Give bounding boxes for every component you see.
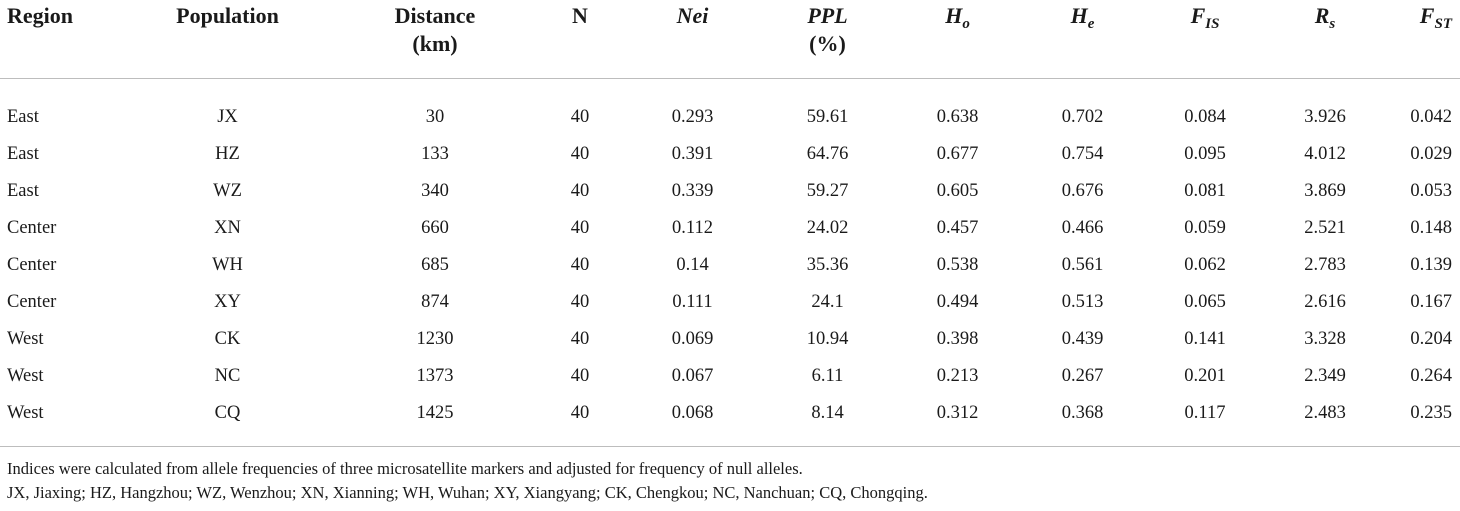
table-row [0, 395, 1460, 432]
cell-n: 40 [570, 366, 590, 386]
cell-ppl: 35.36 [806, 255, 849, 275]
cell-rs: 2.521 [1304, 218, 1346, 238]
cell-fis: 0.141 [1184, 329, 1226, 349]
cell-fis: 0.065 [1184, 292, 1226, 312]
header-n: N [572, 3, 588, 28]
cell-population: WZ [213, 181, 242, 201]
table-row [0, 358, 1460, 395]
cell-nei: 0.391 [671, 144, 714, 164]
cell-ppl: 10.94 [806, 329, 849, 349]
cell-he: 0.513 [1061, 292, 1104, 312]
cell-ppl: 59.61 [806, 107, 849, 127]
cell-ho: 0.638 [936, 107, 979, 127]
cell-ppl: 6.11 [811, 366, 844, 386]
cell-fis: 0.201 [1184, 366, 1226, 386]
table-body [0, 79, 1460, 447]
cell-nei: 0.068 [671, 403, 714, 423]
cell-region: Center [7, 255, 57, 275]
cell-ho: 0.538 [936, 255, 979, 275]
cell-ho: 0.457 [936, 218, 979, 238]
cell-nei: 0.14 [676, 255, 709, 275]
cell-fst: 0.204 [1410, 329, 1452, 349]
table-row [0, 136, 1460, 173]
cell-fis: 0.081 [1184, 181, 1226, 201]
cell-region: East [7, 107, 39, 127]
table-row [0, 99, 1460, 136]
cell-n: 40 [570, 144, 590, 164]
header-he: $H_e$ [1070, 3, 1095, 32]
cell-rs: 3.869 [1304, 181, 1346, 201]
cell-he: 0.676 [1061, 181, 1104, 201]
cell-fst: 0.235 [1410, 403, 1452, 423]
cell-fst: 0.264 [1410, 366, 1452, 386]
cell-nei: 0.069 [671, 329, 714, 349]
cell-nei: 0.111 [672, 292, 713, 312]
cell-ho: 0.494 [936, 292, 979, 312]
cell-population: CK [214, 329, 241, 349]
cell-population: JX [217, 107, 238, 127]
cell-distance: 30 [425, 107, 445, 127]
cell-rs: 2.483 [1304, 403, 1346, 423]
cell-region: West [7, 329, 44, 349]
table-row [0, 321, 1460, 358]
table-row [0, 247, 1460, 284]
table-row [0, 210, 1460, 247]
table-row [0, 284, 1460, 321]
cell-he: 0.466 [1061, 218, 1104, 238]
spacer-row [0, 79, 1460, 100]
cell-n: 40 [570, 218, 590, 238]
cell-region: Center [7, 292, 57, 312]
cell-he: 0.368 [1061, 403, 1104, 423]
header-row [0, 0, 1460, 79]
cell-population: XN [214, 218, 241, 238]
cell-ppl: 59.27 [806, 181, 849, 201]
cell-fis: 0.117 [1184, 403, 1226, 423]
footnote: Indices were calculated from allele frequencies of three microsatellite markers and adjusted for frequency of null alleles. [7, 459, 803, 478]
table-row [0, 173, 1460, 210]
cell-ppl: 24.02 [806, 218, 849, 238]
cell-region: West [7, 366, 44, 386]
cell-he: 0.267 [1061, 366, 1104, 386]
cell-ho: 0.605 [936, 181, 979, 201]
header-nei: Nei [676, 3, 709, 28]
cell-population: HZ [215, 144, 240, 164]
cell-population: NC [214, 366, 241, 386]
cell-n: 40 [570, 329, 590, 349]
cell-distance: 660 [421, 218, 449, 238]
cell-nei: 0.339 [671, 181, 714, 201]
cell-distance: 874 [421, 292, 449, 312]
cell-ho: 0.213 [936, 366, 979, 386]
cell-distance: 340 [421, 181, 449, 201]
cell-rs: 2.783 [1304, 255, 1346, 275]
cell-ppl: 8.14 [811, 403, 844, 423]
cell-rs: 2.349 [1304, 366, 1346, 386]
cell-distance: 1230 [416, 329, 454, 349]
cell-fis: 0.059 [1184, 218, 1226, 238]
cell-rs: 3.926 [1304, 107, 1346, 127]
cell-n: 40 [570, 403, 590, 423]
cell-population: XY [214, 292, 241, 312]
table-footnotes [0, 447, 1460, 505]
cell-fst: 0.042 [1410, 107, 1452, 127]
cell-rs: 2.616 [1304, 292, 1346, 312]
cell-he: 0.439 [1061, 329, 1104, 349]
cell-n: 40 [570, 292, 590, 312]
cell-fst: 0.053 [1410, 181, 1452, 201]
cell-fis: 0.084 [1184, 107, 1226, 127]
cell-fis: 0.095 [1184, 144, 1226, 164]
header-region: Region [7, 3, 73, 28]
cell-ppl: 64.76 [806, 144, 849, 164]
cell-region: Center [7, 218, 57, 238]
cell-population: WH [212, 255, 243, 275]
cell-he: 0.754 [1061, 144, 1104, 164]
header-ho: $H_o$ [945, 3, 970, 32]
header-fis: $F_{IS}$ [1190, 3, 1220, 32]
cell-distance: 685 [421, 255, 449, 275]
cell-fst: 0.167 [1410, 292, 1452, 312]
cell-region: West [7, 403, 44, 423]
cell-region: East [7, 144, 39, 164]
header-rs: $R_s$ [1314, 3, 1336, 32]
cell-region: East [7, 181, 39, 201]
header-ppl: PPL (%) [807, 3, 848, 56]
cell-n: 40 [570, 107, 590, 127]
cell-ho: 0.398 [936, 329, 979, 349]
cell-nei: 0.293 [671, 107, 714, 127]
cell-distance: 1425 [416, 403, 454, 423]
cell-distance: 1373 [416, 366, 454, 386]
cell-rs: 4.012 [1304, 144, 1346, 164]
cell-ppl: 24.1 [811, 292, 844, 312]
cell-nei: 0.112 [672, 218, 713, 238]
cell-fst: 0.139 [1410, 255, 1452, 275]
cell-fst: 0.148 [1410, 218, 1452, 238]
cell-ho: 0.312 [936, 403, 979, 423]
cell-ho: 0.677 [936, 144, 979, 164]
header-fst: $F_{ST}$ [1419, 3, 1452, 32]
cell-fst: 0.029 [1410, 144, 1452, 164]
cell-he: 0.561 [1061, 255, 1104, 275]
cell-population: CQ [214, 403, 241, 423]
header-population: Population [176, 3, 279, 28]
cell-n: 40 [570, 255, 590, 275]
cell-distance: 133 [421, 144, 449, 164]
cell-he: 0.702 [1061, 107, 1104, 127]
cell-n: 40 [570, 181, 590, 201]
footnote: JX, Jiaxing; HZ, Hangzhou; WZ, Wenzhou; XN, Xianning; WH, Wuhan; XY, Xiangyang; CK, Chengkou; NC, Nanchuan; CQ, Chongqing. [7, 483, 928, 502]
cell-nei: 0.067 [671, 366, 714, 386]
header-distance: Distance (km) [394, 3, 476, 56]
spacer-row [0, 432, 1460, 447]
cell-rs: 3.328 [1304, 329, 1346, 349]
cell-fis: 0.062 [1184, 255, 1226, 275]
